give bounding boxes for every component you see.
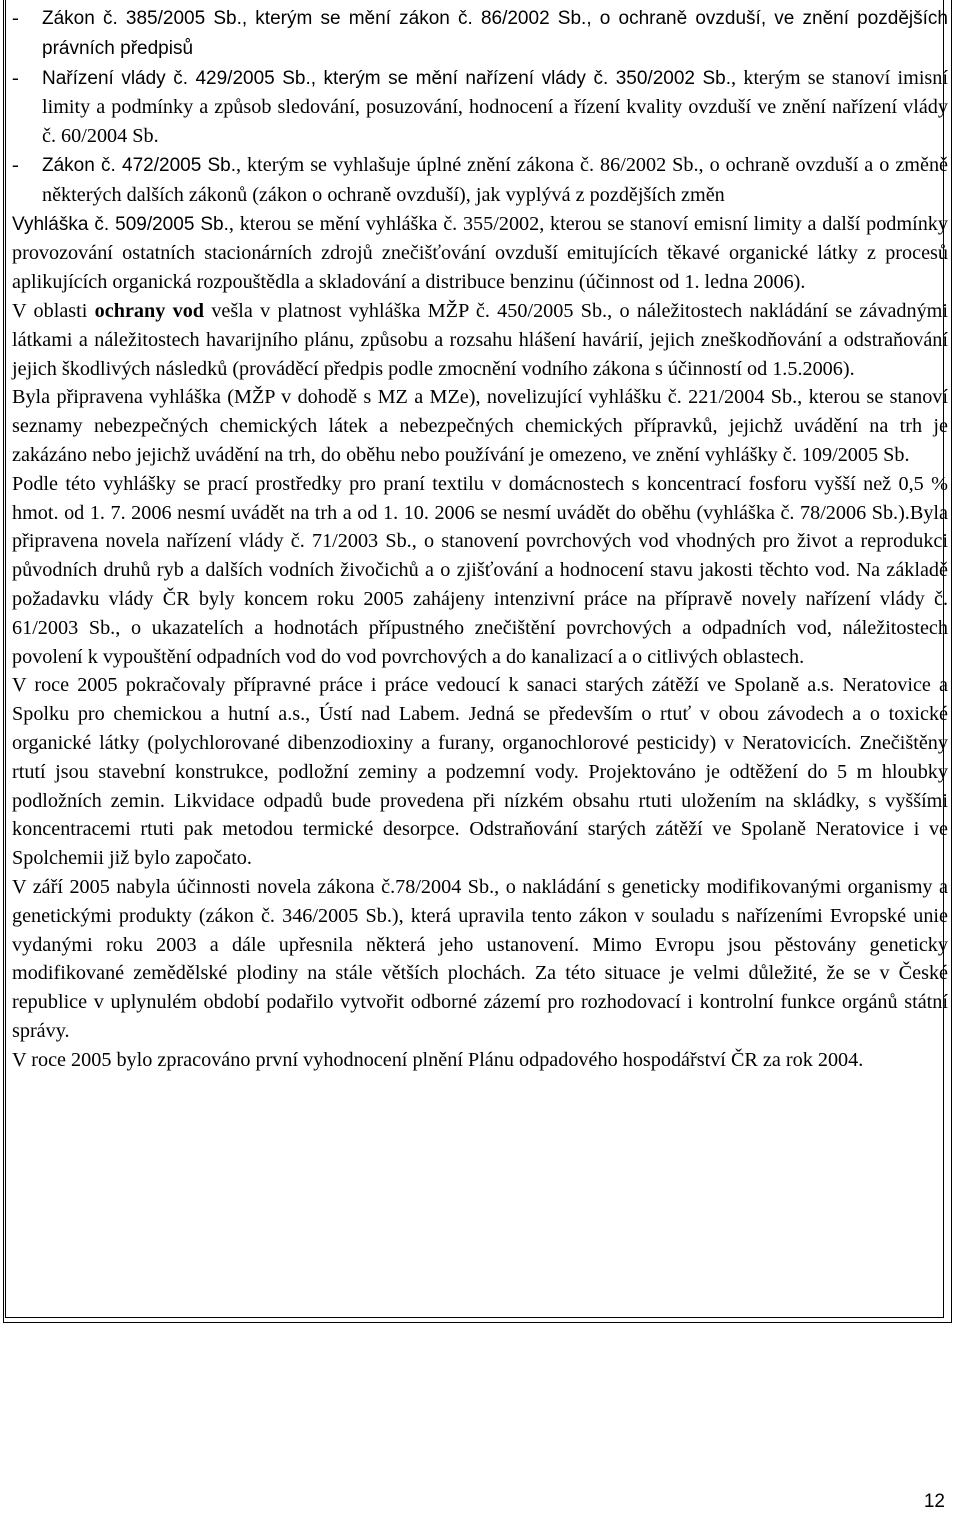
paragraph-plan-odpadoveho-hospodarstvi: V roce 2005 bylo zpracováno první vyhodnocení plnění Plánu odpadového hospodářství ČR za rok 2004. bbox=[12, 1048, 864, 1071]
list-item-text-rest: , kterým se vyhlašuje úplné znění zákona č. 86/2002 Sb., o ochraně ovzduší a o změně některých dalších zákonů (zákon o ochraně ovzduší), jak vyplývá z pozdějších změn bbox=[42, 153, 948, 206]
paragraph-lead: Vyhláška č. 509/2005 Sb. bbox=[12, 213, 229, 235]
paragraph-gmo: V září 2005 nabyla účinnosti novela zákona č.78/2004 Sb., o nakládání s geneticky modifikovanými organismy a genetickými produkty (zákon č. 346/2005 Sb.), která upravila tento zákon v souladu s nařízeními Evropské unie vydanými roku 2003 a dále upřesnila některá jeho ustanovení. Mimo Evropu jsou pěstovány geneticky modifikované zemědělské plodiny na stále větších plochách. Za této situace je velmi důležité, že se v České republice v uplynulém období podařilo vytvořit odborné zázemí pro rozhodovací i kontrolní funkce orgánů státní správy. bbox=[12, 875, 948, 1042]
paragraph-bold-term: ochrany vod bbox=[94, 299, 205, 322]
paragraph-praci-prostredky: Podle této vyhlášky se prací prostředky pro praní textilu v domácnostech s koncentrací fosforu vyšší než 0,5 % hmot. od 1. 7. 2006 nesmí uvádět na trh a od 1. 10. 2006 se nesmí uvádět do oběhu (vyhláška č. 78/2006 Sb.).Byla připravena novela nařízení vlády č. 71/2003 Sb., o stanovení povrchových vod vhodných pro život a reprodukci původních druhů ryb a dalších vodních živočichů a o zjišťování a hodnocení stavu jakosti těchto vod. Na základě požadavku vlády ČR byly koncem roku 2005 zahájeny intenzivní práce na přípravě novely nařízení vlády č. 61/2003 Sb., o ukazatelích a hodnotách přípustného znečištění povrchových a odpadních vod, náležitostech povolení k vypouštění odpadních vod do vod povrchových a do kanalizací a o citlivých oblastech. bbox=[12, 472, 948, 668]
page-number: 12 bbox=[923, 1491, 945, 1512]
list-item bbox=[12, 4, 948, 64]
paragraph-vyhlaska-509 bbox=[12, 210, 948, 297]
paragraph-ochrana-vod bbox=[12, 297, 948, 383]
list-item-text: Zákon č. 385/2005 Sb., kterým se mění zákon č. 86/2002 Sb., o ochraně ovzduší, ve znění pozdějších právních předpisů bbox=[42, 8, 948, 59]
list-item bbox=[12, 64, 948, 151]
list-dash: - bbox=[12, 7, 19, 29]
paragraph-stare-zateze: V roce 2005 pokračovaly přípravné práce i práce vedoucí k sanaci starých zátěží ve Spolaně a.s. Neratovice a Spolku pro chemickou a hutní a.s., Ústí nad Labem. Jedná se především o rtuť v obou závodech a o toxické organické látky (polychlorované dibenzodioxiny a furany, organochlorové pesticidy) v Neratovicích. Znečištěny rtutí jsou stavební konstrukce, podložní zeminy a podzemní vody. Projektováno je odtěžení do 5 m hloubky podložních zemin. Likvidace odpadů bude provedena při nízkém obsahu rtuti uložením na skládky, s vyššími koncentracemi rtuti pak metodou termické desorpce. Odstraňování starých zátěží ve Spolaně Neratovice i ve Spolchemii již bylo započato. bbox=[12, 674, 948, 870]
paragraph-chemicke-latky: Byla připravena vyhláška (MŽP v dohodě s MZ a MZe), novelizující vyhlášku č. 221/2004 Sb., kterou se stanoví seznamy nebezpečných chemických látek a nebezpečných chemických přípravků, jejichž uvádění na trh je zakázáno nebo jejichž uvádění na trh, do oběhu nebo používání je omezeno, ve znění vyhlášky č. 109/2005 Sb. bbox=[12, 386, 948, 466]
list-item-text: Zákon č. 472/2005 Sb. bbox=[42, 154, 236, 176]
list-item bbox=[12, 151, 948, 210]
list-item-text-rest: , kterým se stanoví imisní limity a podmínky a způsob sledování, posuzování, hodnocení a řízení kvality ovzduší ve znění nařízení vlády č. 60/2004 Sb. bbox=[42, 66, 948, 148]
list-dash: - bbox=[12, 153, 19, 176]
paragraph-lead: V oblasti bbox=[12, 299, 95, 322]
paragraph-rest: , kterou se mění vyhláška č. 355/2002, kterou se stanoví emisní limity a další podmínky provozování ostatních stacionárních zdrojů znečišťování ovzduší emitujících těkavé organické látky z procesů aplikujících organická rozpouštědla a skladování a distribuce benzinu (účinnost od 1. ledna 2006). bbox=[12, 212, 948, 294]
document-body bbox=[12, 4, 948, 1074]
list-dash: - bbox=[12, 66, 19, 89]
list-item-text: Nařízení vlády č. 429/2005 Sb., kterým se mění nařízení vlády č. 350/2002 Sb. bbox=[42, 67, 732, 89]
paragraph-rest: vešla v platnost vyhláška MŽP č. 450/2005 Sb., o náležitostech nakládání se závadnými látkami a náležitostech havarijního plánu, způsobu a rozsahu hlášení havárií, jejich zneškodňování a odstraňování jejich škodlivých následků (prováděcí předpis podle zmocnění vodního zákona s účinností od 1.5.2006). bbox=[12, 299, 948, 380]
